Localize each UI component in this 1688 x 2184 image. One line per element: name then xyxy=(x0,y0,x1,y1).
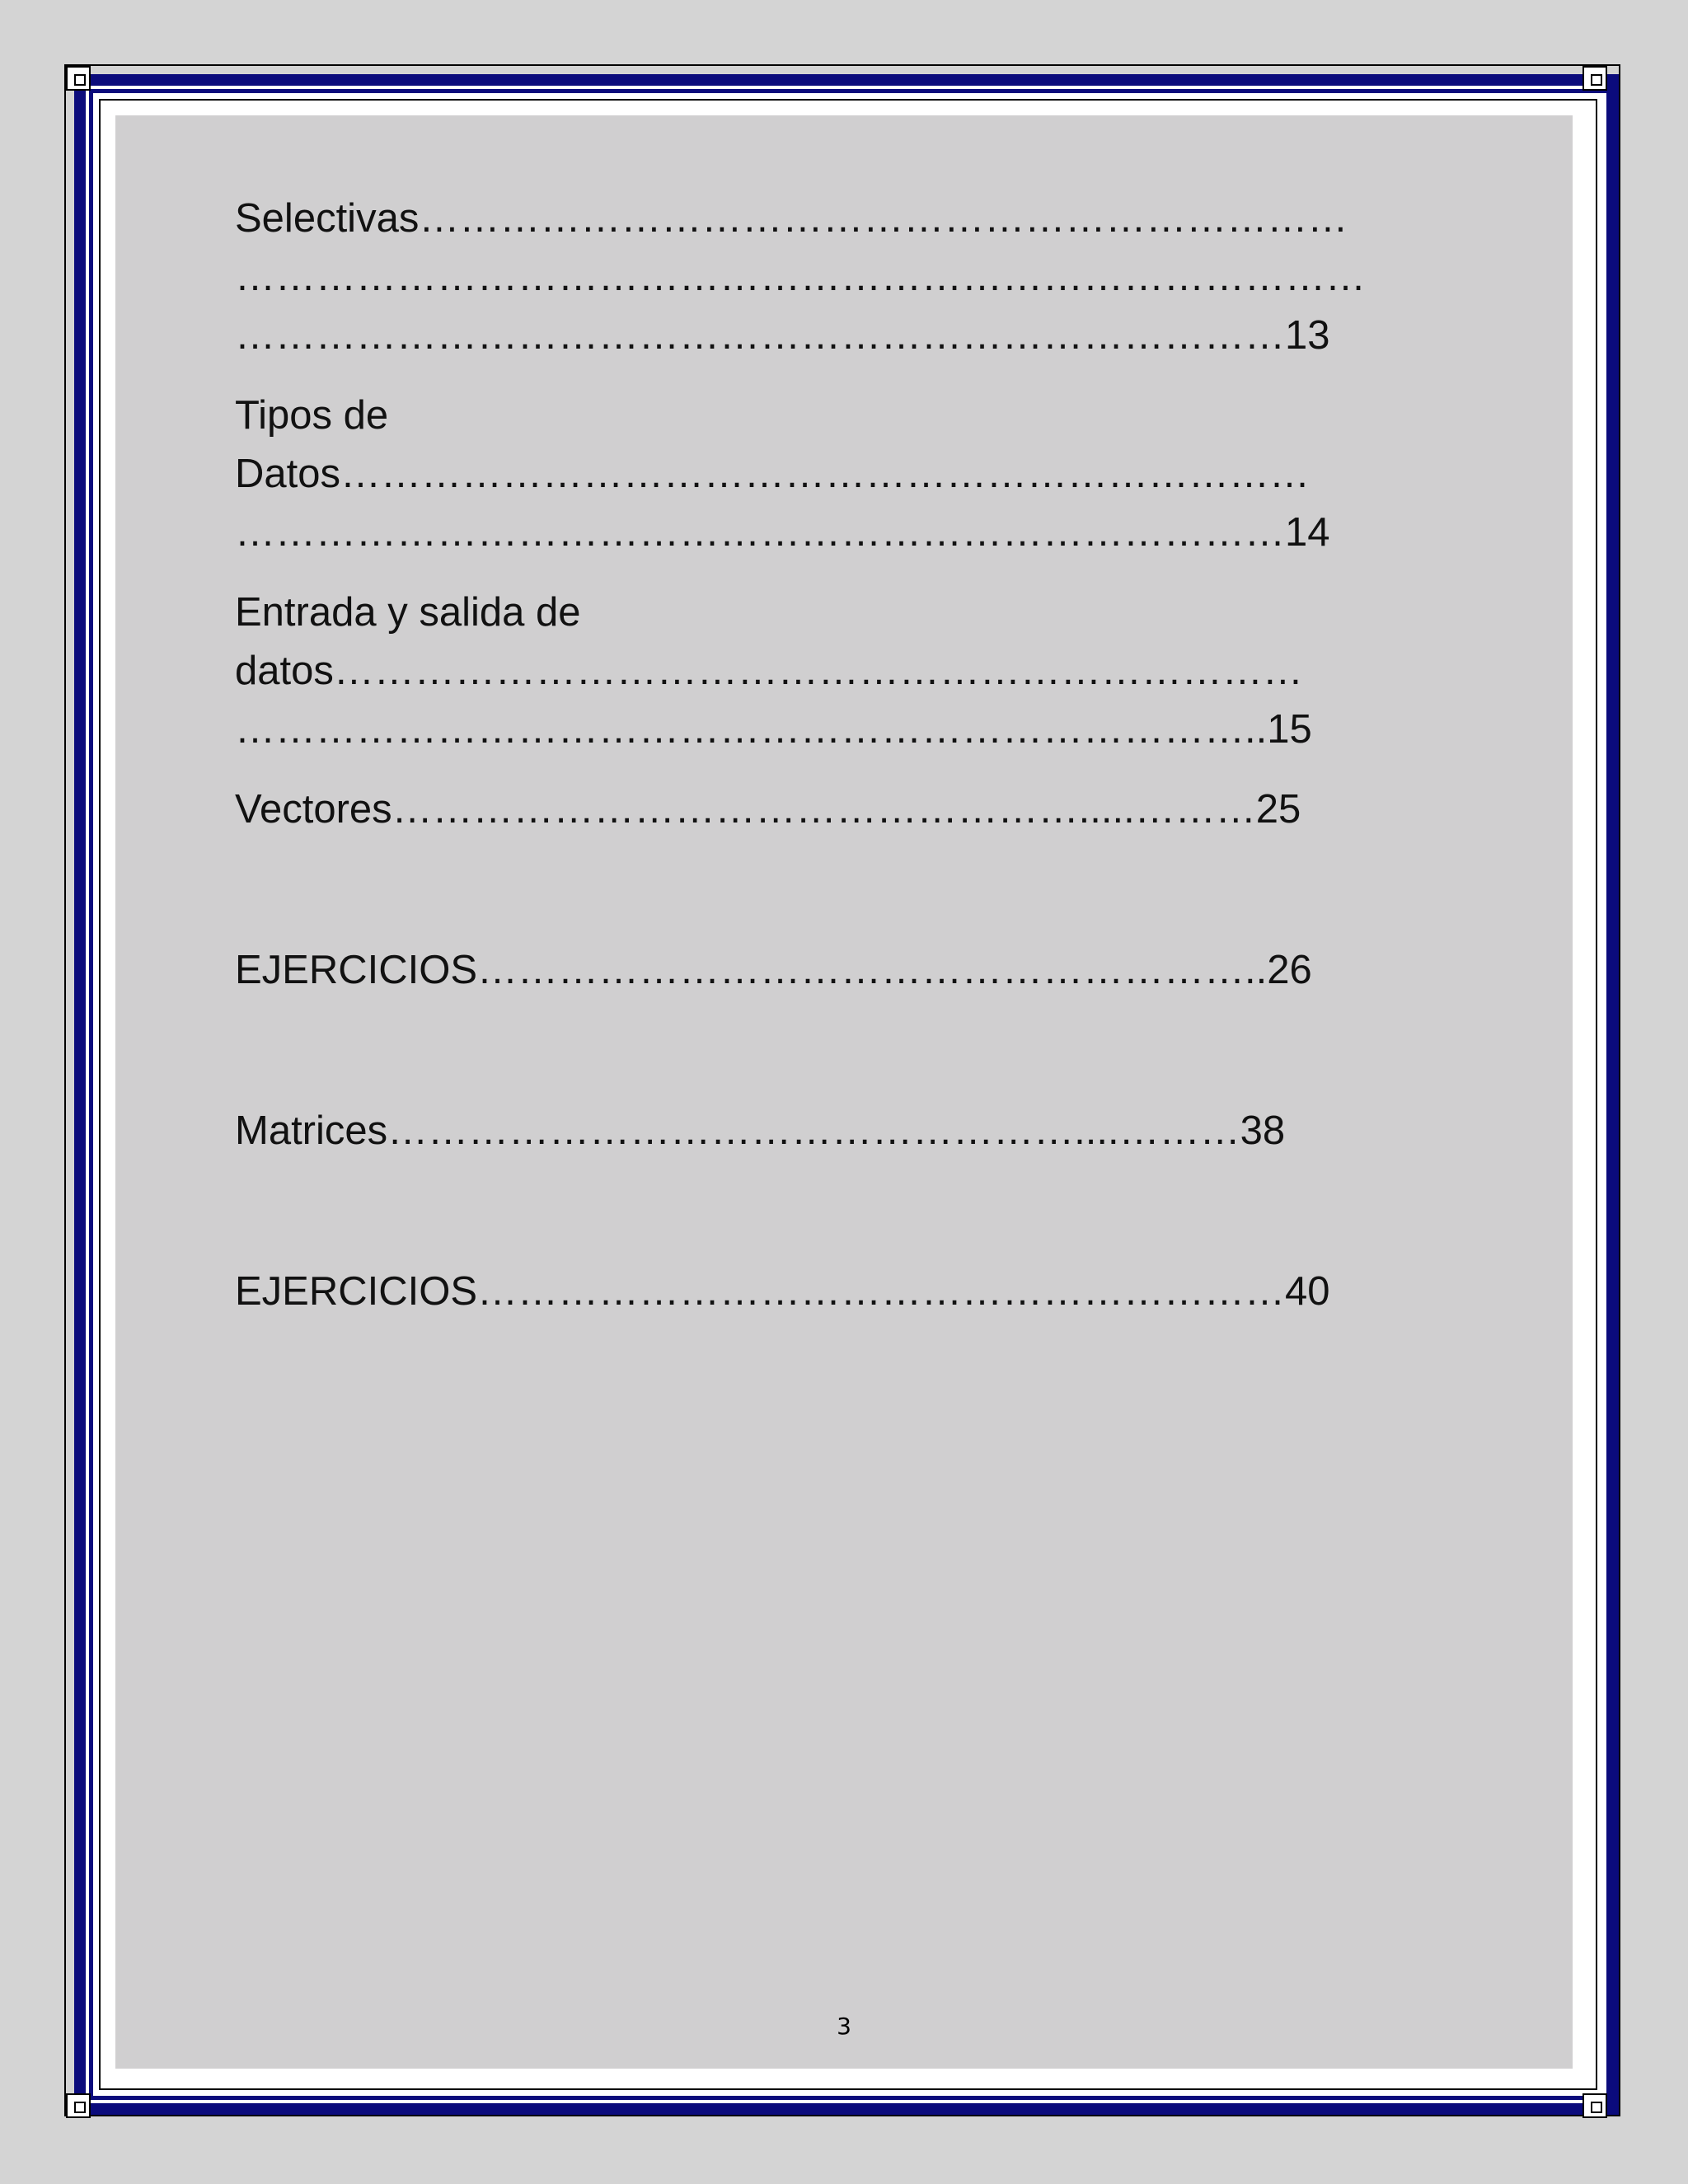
toc-line: Entrada y salida de xyxy=(235,590,581,635)
toc-entry-vectores[interactable] xyxy=(235,780,1455,839)
toc-line: ………………………………………………………………………… xyxy=(235,255,1366,299)
toc-entry-selectivas[interactable] xyxy=(235,190,1455,365)
border-corner-ornament xyxy=(1582,66,1607,91)
toc-line: datos……………………………………………………………… xyxy=(235,649,1303,693)
toc-line: ……………………………………………………………………13 xyxy=(235,313,1330,358)
toc-entry-ejercicios-1[interactable] xyxy=(235,941,1455,1000)
toc-line: …………………………………………………………………..15 xyxy=(235,707,1312,752)
toc-line: Selectivas…………………………………………………………… xyxy=(235,196,1348,241)
toc-line: Vectores…………………………………………….....………25 xyxy=(235,787,1301,832)
toc-line: EJERCICIOS……………………………………………………40 xyxy=(235,1269,1330,1314)
toc-entry-ejercicios-2[interactable] xyxy=(235,1263,1455,1321)
border-corner-ornament xyxy=(66,66,91,91)
toc-entry-matrices[interactable] xyxy=(235,1102,1455,1160)
toc-line: ……………………………………………………………………14 xyxy=(235,510,1330,555)
border-corner-ornament xyxy=(1582,2093,1607,2118)
toc-entry-tipos-de-datos[interactable] xyxy=(235,387,1455,562)
toc-entry-entrada-salida[interactable] xyxy=(235,583,1455,759)
page-number: 3 xyxy=(837,2013,851,2040)
toc-line: EJERCICIOS…………………………………………………..26 xyxy=(235,948,1312,992)
table-of-contents xyxy=(235,190,1455,1321)
toc-line: Datos……………………………………………………………… xyxy=(235,452,1311,496)
border-corner-ornament xyxy=(66,2093,91,2118)
toc-line: Matrices……………………………………………....………38 xyxy=(235,1108,1286,1153)
toc-line: Tipos de xyxy=(235,393,389,438)
page-content xyxy=(115,115,1573,2069)
